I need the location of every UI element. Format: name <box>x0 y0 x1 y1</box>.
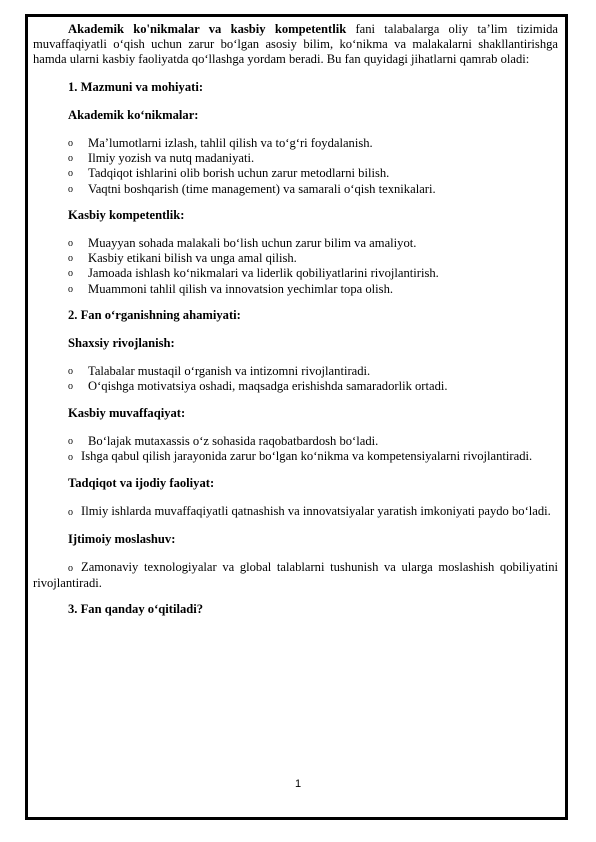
list-item-wrapped <box>33 504 558 520</box>
list-item-text: Talabalar mustaqil o‘rganish va intizomni rivojlantiradi. <box>88 364 371 379</box>
bullet-icon: o <box>68 507 73 519</box>
list-item <box>33 379 558 394</box>
list-item <box>33 266 558 281</box>
bullet-icon: o <box>68 435 73 447</box>
bullet-icon: o <box>68 452 73 464</box>
list-item <box>33 434 558 449</box>
list-item <box>33 236 558 251</box>
academic-skills-heading: Akademik ko‘nikmalar: <box>68 107 199 122</box>
intro-paragraph <box>33 22 558 68</box>
list-item-text: O‘qishga motivatsiya oshadi, maqsadga erishishda samaradorlik ortadi. <box>88 379 448 394</box>
list-item-text: Kasbiy etikani bilish va unga amal qilish. <box>88 251 297 266</box>
research-activity-heading: Tadqiqot va ijodiy faoliyat: <box>68 476 215 491</box>
professional-success-list <box>33 434 558 449</box>
list-item-text: Zamonaviy texnologiyalar va global talablarni tushunish va ularga moslashish qobiliyatini rivojlantiradi. <box>33 559 558 591</box>
section-1-heading: 1. Mazmuni va mohiyati: <box>68 79 204 94</box>
list-item-text: Ishga qabul qilish jarayonida zarur bo‘lgan ko‘nikma va kompetensiyalarni rivojlantiradi. <box>81 449 533 464</box>
bullet-icon: o <box>68 268 73 280</box>
intro-text: fani talabalarga oliy ta’lim tizimida muvaffaqiyatli o‘qish uchun zarur bo‘lgan asosiy bilim, ko‘nikma va malakalarni shakllantirishga hamda ularni kasbiy faoliyatda qo‘llashga yordam beradi. Bu fan quyidagi jihatlarni qamrab oladi: <box>33 22 559 67</box>
list-item-text: Vaqtni boshqarish (time management) va samarali o‘qish texnikalari. <box>88 181 436 196</box>
list-item <box>33 364 558 379</box>
list-item-text: Ilmiy yozish va nutq madaniyati. <box>88 151 255 166</box>
bullet-icon: o <box>68 168 73 180</box>
list-item <box>33 182 558 197</box>
bullet-icon: o <box>68 183 73 195</box>
list-item <box>33 166 558 181</box>
list-item-text: Ma’lumotlarni izlash, tahlil qilish va to‘g‘ri foydalanish. <box>88 136 373 151</box>
bullet-icon: o <box>68 138 73 150</box>
bullet-icon: o <box>68 283 73 295</box>
list-item-text: Jamoada ishlash ko‘nikmalari va liderlik qobiliyatlarini rivojlantirish. <box>88 266 439 281</box>
bullet-icon: o <box>68 366 73 378</box>
professional-competence-list <box>33 236 558 297</box>
bullet-icon: o <box>68 253 73 265</box>
social-adaptation-heading: Ijtimoiy moslashuv: <box>68 531 176 546</box>
list-item-text: Muammoni tahlil qilish va innovatsion yechimlar topa olish. <box>88 281 394 296</box>
bullet-icon: o <box>68 238 73 250</box>
professional-competence-heading: Kasbiy kompetentlik: <box>68 207 185 222</box>
list-item <box>33 282 558 297</box>
section-2-heading: 2. Fan o‘rganishning ahamiyati: <box>68 307 241 322</box>
personal-development-heading: Shaxsiy rivojlanish: <box>68 336 175 351</box>
bullet-icon: o <box>68 381 73 393</box>
intro-bold-title: Akademik ko'nikmalar va kasbiy kompetentlik <box>68 22 347 36</box>
document-body <box>33 22 558 630</box>
section-3-heading: 3. Fan qanday o‘qitiladi? <box>68 602 204 617</box>
academic-skills-list <box>33 136 558 197</box>
list-item <box>33 136 558 151</box>
list-item-text: Ilmiy ishlarda muvaffaqiyatli qatnashish va innovatsiyalar yaratish imkoniyati paydo bo‘ladi. <box>81 504 551 519</box>
bullet-icon: o <box>68 562 73 574</box>
list-item-text: Tadqiqot ishlarini olib borish uchun zarur metodlarni bilish. <box>88 166 390 181</box>
list-item-text: Muayyan sohada malakali bo‘lish uchun zarur bilim va amaliyot. <box>88 236 417 251</box>
list-item-text: Bo‘lajak mutaxassis o‘z sohasida raqobatbardosh bo‘ladi. <box>88 433 379 448</box>
list-item <box>33 251 558 266</box>
bullet-icon: o <box>68 153 73 165</box>
page-number: 1 <box>294 778 302 790</box>
professional-success-heading: Kasbiy muvaffaqiyat: <box>68 405 186 420</box>
list-item-wrapped <box>33 560 558 591</box>
list-item <box>33 151 558 166</box>
list-item-wrapped <box>33 449 558 465</box>
personal-development-list <box>33 364 558 394</box>
